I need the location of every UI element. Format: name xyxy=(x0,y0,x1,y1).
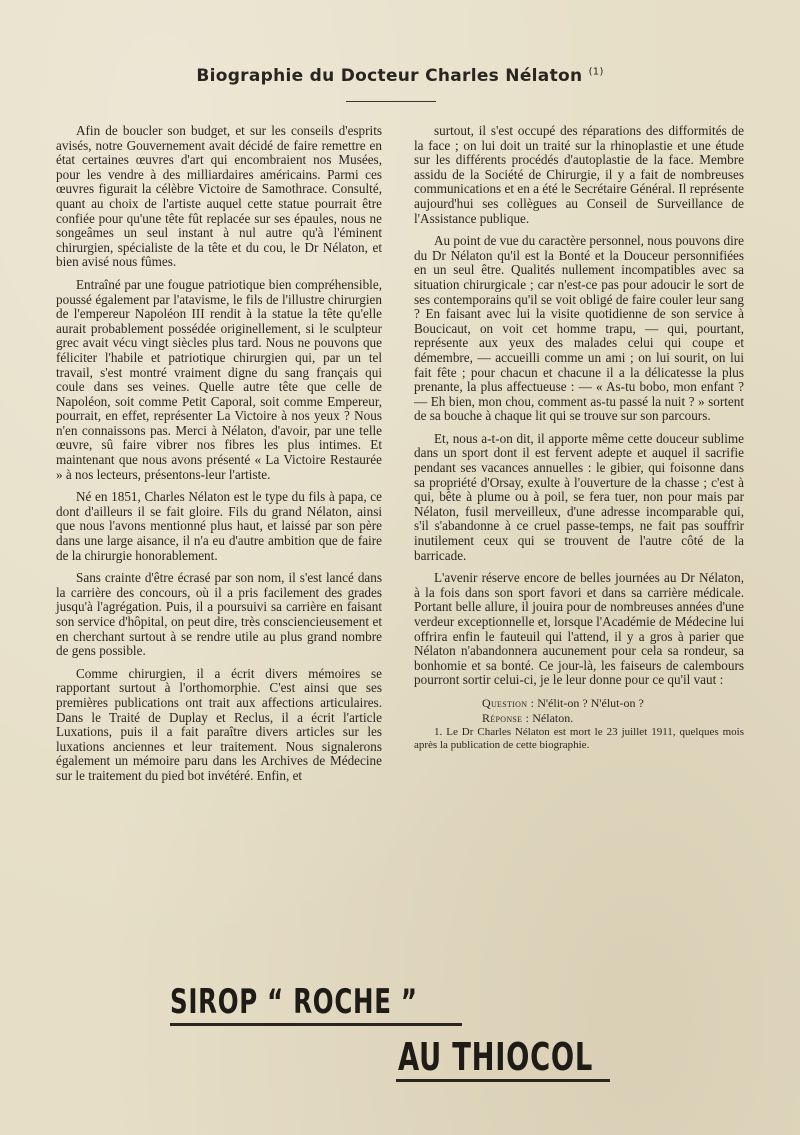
answer-line xyxy=(482,711,744,726)
question-answer xyxy=(482,696,744,726)
paragraph: Entraîné par une fougue patriotique bien compréhensible, poussé également par l'atavisme, le fils de l'illustre chirurgien de l'empereur Napoléon III rendit à la statue la tête qu'elle aurait probablement possédée originellement, si le sculpteur grec avait vécu vingt siècles plus tard. Nous ne pouvons que féliciter l'habile et patriotique chirurgien qui, par un tel travail, s'est montré vraiment digne du sang français qui coule dans ses veines. Quelle autre tête que celle de Napoléon, soit comme Petit Caporal, soit comme Empereur, pourrait, en effet, représenter La Victoire à nos yeux ? Nous n'en connaissons pas. Merci à Nélaton, d'avoir, par une telle œuvre, sû faire vibrer nos fibres les plus intimes. Et maintenant que nous avons présenté « La Victoire Restaurée » à nos lecteurs, présentons-leur l'artiste. xyxy=(56,276,382,482)
right-column xyxy=(414,124,744,760)
footnote: 1. Le Dr Charles Nélaton est mort le 23 juillet 1911, quelques mois après la publication de cette biographie. xyxy=(414,725,744,751)
article-title-text: Biographie du Docteur Charles Nélaton xyxy=(196,66,583,86)
answer-text: Nélaton. xyxy=(532,710,574,725)
paragraph: Afin de boucler son budget, et sur les conseils d'esprits avisés, notre Gouvernement avait décidé de faire remettre en état certaines œuvres d'art qui encombraient nos Musées, pour les vendre à des milliardaires américains. Parmi ces œuvres figurait la célèbre Victoire de Samothrace. Consulté, quant au choix de l'artiste auquel cette statue pourrait être confiée pour qu'une tête fût replacée sur ses épaules, nous ne songeâmes un seul instant à nul autre qu'à l'éminent chirurgien, spécialiste de la tête et du cou, le Dr Nélaton, et bien avisé nous fûmes. xyxy=(56,123,382,270)
paragraph: Et, nous a-t-on dit, il apporte même cette douceur sublime dans un sport dont il est fervent adepte et auquel il sacrifie pendant ses vacances annuelles : le gibier, qui foisonne dans sa propriété d'Orsay, exulte à l'ouverture de la chasse ; c'est à qui, bête à plume ou à poil, se fera tuer, non pour mais par Nélaton, fusil merveilleux, d'une adresse incomparable qui, s'il s'abandonne à ce cruel passe-temps, ne fait pas souffrir inutilement ceux qui se trouvent de l'autre côté de la barricade. xyxy=(414,430,744,563)
footnote-reference: (1) xyxy=(588,66,604,78)
paragraph: Sans crainte d'être écrasé par son nom, il s'est lancé dans la carrière des concours, où il a pris facilement des grades jusqu'à l'agrégation. Puis, il a poursuivi sa carrière en faisant son service d'hôpital, on peut dire, très consciencieusement et en cherchant surtout à se rendre utile au plus grand nombre de gens possible. xyxy=(56,570,382,659)
paragraph: surtout, il s'est occupé des réparations des difformités de la face ; on lui doit un traité sur la rhinoplastie et une étude sur les différents procédés d'autoplastie de la face. Membre assidu de la Société de Chirurgie, il y a fait de nombreuses communications et en a été le Secrétaire Général. Il représente aujourd'hui ses collègues au Conseil de Surveillance de l'Assistance publique. xyxy=(414,123,744,226)
answer-label: Réponse : xyxy=(482,710,530,725)
article-title xyxy=(0,66,800,86)
paragraph: Comme chirurgien, il a écrit divers mémoires se rapportant surtout à l'orthomorphie. C'est ainsi que ses premières publications ont trait aux affections articulaires. Dans le Traité de Duplay et Reclus, il a écrit l'article Luxations, puis il a fait paraître divers articles sur les luxations anciennes et leur traitement. Nous signalerons également un mémoire paru dans les Archives de Médecine sur le traitement du pied bot invétéré. Enfin, et xyxy=(56,665,382,783)
question-text: N'élit-on ? N'élut-on ? xyxy=(537,695,644,710)
paragraph: Au point de vue du caractère personnel, nous pouvons dire du Dr Nélaton qu'il est la Bonté et la Douceur personnifiées en un seul être. Qualités nullement incompatibles avec sa situation chirurgicale ; car n'est-ce pas pour adoucir le sort de ses contemporains qu'il se voit obligé de faire couler leur sang ? En faisant avec lui la visite quotidienne de son service à Boucicaut, on voit cet homme trapu, — qui, pourtant, représente aux yeux des malades celui qui coupe et démembre, — accueilli comme un ami ; on lui sourit, on lui fait fête ; pour chacun et chacune il a la délicatesse la plus prenante, la plus affectueuse : — « As-tu bobo, mon enfant ? — Eh bien, mon chou, comment as-tu passé la nuit ? » sortent de sa bouche à chaque lit qui se trouve sur son parcours. xyxy=(414,233,744,424)
question-line xyxy=(482,696,744,711)
left-column xyxy=(56,124,382,792)
advertisement-line-1: SIROP “ ROCHE ” xyxy=(170,982,418,1022)
paragraph: Né en 1851, Charles Nélaton est le type du fils à papa, ce dont d'ailleurs il se fait gloire. Fils du grand Nélaton, ainsi que nous l'avons mentionné plus haut, et laissé par son père dans une large aisance, il n'a eu d'autre ambition que de faire de la chirurgie honorablement. xyxy=(56,489,382,563)
advertisement-line-2: AU THIOCOL xyxy=(398,1035,594,1079)
advertisement-underline-2 xyxy=(396,1079,610,1082)
advertisement-underline-1 xyxy=(170,1023,462,1026)
paragraph: L'avenir réserve encore de belles journées au Dr Nélaton, à la fois dans son sport favori et dans sa carrière médicale. Portant belle allure, il jouira pour de nombreuses années d'une verdeur exceptionnelle et, lorsque l'Académie de Médecine lui offrira enfin le fauteuil qui l'attend, il y a gros à parier que Nélaton n'abandonnera aucunement pour cela sa rondeur, sa bonhomie et sa bonté. Ce jour-là, les faiseurs de calembours pourront sortir celui-ci, je le leur donne pour ce qu'il vaut : xyxy=(414,570,744,688)
question-label: Question : xyxy=(482,695,535,710)
title-divider xyxy=(346,101,436,102)
